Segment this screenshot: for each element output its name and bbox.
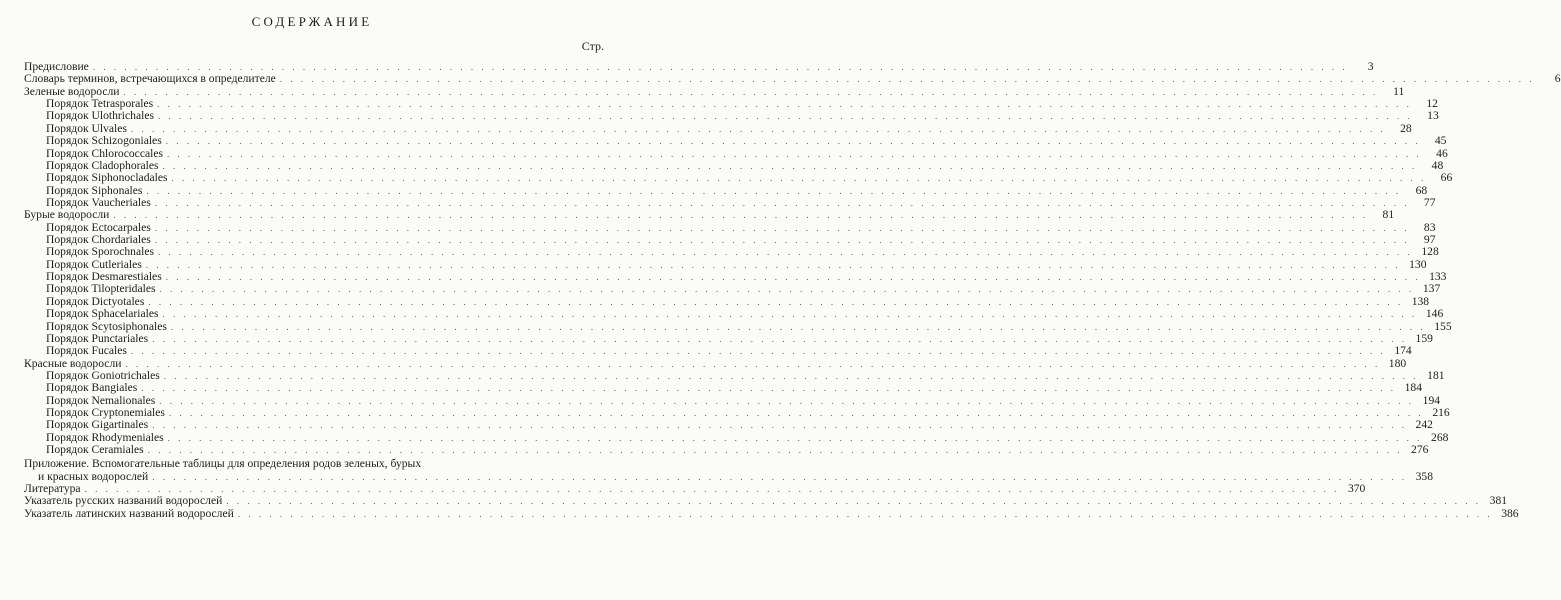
toc-entry-page: 68 — [1415, 183, 1428, 197]
toc-entry-label: Порядок Ectocarpales — [46, 220, 151, 234]
dot-leader: . . . . . . . . . . . . . . . . . . . . . . . . . . . . . . . . . . . . . . . . . . . . . . . . . . . . . . . . . . . . . . . . . . . . . . . . . . . . . . . . . . . . . . . . . . . . . . . . . . . . . . . . . . . . . . . . . . . . . . . . — [279, 74, 1535, 85]
toc-entry-page: 146 — [1425, 307, 1444, 321]
toc-entry-label: Словарь терминов, встречающихся в определителе — [24, 72, 276, 86]
toc-entry-label: Порядок Gigartinales — [46, 418, 149, 432]
toc-entry-page: 46 — [1436, 146, 1448, 160]
toc-entry — [24, 72, 1561, 86]
toc-entry — [24, 134, 1447, 148]
dot-leader: . . . . . . . . . . . . . . . . . . . . . . . . . . . . . . . . . . . . . . . . . . . . . . . . . . . . . . . . . . . . . . . . . . . . . . . . . . . . . . . . . . . . . . . . . . . . . . . . . . . . . . . . . . . . . . . . . . . . . . . . — [152, 420, 1407, 431]
toc-entry-page: 11 — [1393, 84, 1405, 98]
toc-entry-label: Зеленые водоросли — [24, 84, 120, 98]
dot-leader: . . . . . . . . . . . . . . . . . . . . . . . . . . . . . . . . . . . . . . . . . . . . . . . . . . . . . . . . . . . . . . . . . . . . . . . . . . . . . . . . . . . . . . . . . . . . . . . . . . . . . . . . . . . . . . . . . . . . . . . . — [165, 272, 1421, 283]
dot-leader: . . . . . . . . . . . . . . . . . . . . . . . . . . . . . . . . . . . . . . . . . . . . . . . . . . . . . . . . . . . . . . . . . . . . . . . . . . . . . . . . . . . . . . . . . . . . . . . . . . . . . . . . . . . . . . . . . . . . . . . . — [125, 358, 1381, 369]
toc-entry-page: 194 — [1422, 393, 1441, 407]
toc-entry — [24, 506, 1519, 520]
toc-entry-label: Предисловие — [24, 60, 89, 73]
toc-entry-page: 81 — [1382, 208, 1395, 222]
toc-entry-page: 181 — [1427, 368, 1445, 382]
toc-entry-page: 137 — [1422, 282, 1441, 296]
toc-entry-label: Порядок Cryptonemiales — [46, 406, 165, 420]
dot-leader: . . . . . . . . . . . . . . . . . . . . . . . . . . . . . . . . . . . . . . . . . . . . . . . . . . . . . . . . . . . . . . . . . . . . . . . . . . . . . . . . . . . . . . . . . . . . . . . . . . . . . . . . . . . . . . . . . . . . . . . . — [84, 483, 1340, 494]
toc-entry-page: 174 — [1394, 344, 1412, 358]
toc-entry-label: Порядок Dictyotales — [46, 294, 145, 308]
toc-entry-page: 83 — [1423, 220, 1436, 234]
dot-leader: . . . . . . . . . . . . . . . . . . . . . . . . . . . . . . . . . . . . . . . . . . . . . . . . . . . . . . . . . . . . . . . . . . . . . . . . . . . . . . . . . . . . . . . . . . . . . . . . . . . . . . . . . . . . . . . . . . . . . . . . — [159, 284, 1415, 295]
toc-entry-page: 276 — [1411, 443, 1429, 457]
dot-leader: . . . . . . . . . . . . . . . . . . . . . . . . . . . . . . . . . . . . . . . . . . . . . . . . . . . . . . . . . . . . . . . . . . . . . . . . . . . . . . . . . . . . . . . . . . . . . . . . . . . . . . . . . . . . . . . . . . . . . . . . — [162, 160, 1418, 171]
dot-leader: . . . . . . . . . . . . . . . . . . . . . . . . . . . . . . . . . . . . . . . . . . . . . . . . . . . . . . . . . . . . . . . . . . . . . . . . . . . . . . . . . . . . . . . . . . . . . . . . . . . . . . . . . . . . . . . . . . . . . . . . — [154, 197, 1410, 208]
table-of-contents — [24, 60, 1561, 520]
toc-entry-page: 180 — [1388, 356, 1407, 370]
toc-entry-label: Бурые водоросли — [24, 208, 110, 222]
toc-entry — [24, 245, 1439, 259]
dot-leader: . . . . . . . . . . . . . . . . . . . . . . . . . . . . . . . . . . . . . . . . . . . . . . . . . . . . . . . . . . . . . . . . . . . . . . . . . . . . . . . . . . . . . . . . . . . . . . . . . . . . . . . . . . . . . . . . . . . . . . . . — [167, 148, 1422, 159]
dot-leader: . . . . . . . . . . . . . . . . . . . . . . . . . . . . . . . . . . . . . . . . . . . . . . . . . . . . . . . . . . . . . . . . . . . . . . . . . . . . . . . . . . . . . . . . . . . . . . . . . . . . . . . . . . . . . . . . . . . . . . . . — [159, 395, 1415, 406]
dot-leader: . . . . . . . . . . . . . . . . . . . . . . . . . . . . . . . . . . . . . . . . . . . . . . . . . . . . . . . . . . . . . . . . . . . . . . . . . . . . . . . . . . . . . . . . . . . . . . . . . . . . . . . . . . . . . . . . . . . . . . . . — [170, 321, 1426, 332]
toc-entry-label: Порядок Tilopteridales — [46, 282, 156, 296]
toc-entry — [24, 443, 1429, 457]
toc-entry-label: Порядок Ulothrichales — [46, 109, 154, 123]
toc-entry-label: Порядок Sphacelariales — [46, 307, 159, 321]
toc-entry-page: 6 — [1554, 72, 1561, 86]
toc-entry-label: Порядок Cutleriales — [46, 257, 142, 271]
toc-entry-label: Порядок Cladophorales — [46, 158, 159, 172]
toc-entry-label: Порядок Chordariales — [46, 233, 151, 247]
toc-entry-page: 138 — [1411, 294, 1430, 308]
dot-leader: . . . . . . . . . . . . . . . . . . . . . . . . . . . . . . . . . . . . . . . . . . . . . . . . . . . . . . . . . . . . . . . . . . . . . . . . . . . . . . . . . . . . . . . . . . . . . . . . . . . . . . . . . . . . . . . . . . . . . . . . — [168, 408, 1424, 419]
dot-leader: . . . . . . . . . . . . . . . . . . . . . . . . . . . . . . . . . . . . . . . . . . . . . . . . . . . . . . . . . . . . . . . . . . . . . . . . . . . . . . . . . . . . . . . . . . . . . . . . . . . . . . . . . . . . . . . . . . . . . . . . — [146, 185, 1402, 196]
toc-entry — [24, 494, 1508, 508]
dot-leader: . . . . . . . . . . . . . . . . . . . . . . . . . . . . . . . . . . . . . . . . . . . . . . . . . . . . . . . . . . . . . . . . . . . . . . . . . . . . . . . . . . . . . . . . . . . . . . . . . . . . . . . . . . . . . . . . . . . . . . . . — [130, 123, 1386, 134]
toc-entry-page: 66 — [1440, 171, 1453, 185]
toc-entry — [24, 208, 1395, 222]
toc-entry — [24, 195, 1436, 209]
toc-entry — [24, 381, 1422, 395]
toc-entry-label: Порядок Tetrasporales — [46, 97, 154, 111]
dot-leader: . . . . . . . . . . . . . . . . . . . . . . . . . . . . . . . . . . . . . . . . . . . . . . . . . . . . . . . . . . . . . . . . . . . . . . . . . . . . . . . . . . . . . . . . . . . . . . . . . . . . . . . . . . . . . . . . . . . . . . . . — [147, 445, 1403, 456]
toc-entry-page: 268 — [1431, 430, 1449, 444]
toc-entry-label: Приложение. Вспомогательные таблицы для определения родов зеленых, бурых — [24, 456, 422, 470]
toc-entry — [24, 282, 1441, 296]
dot-leader: . . . . . . . . . . . . . . . . . . . . . . . . . . . . . . . . . . . . . . . . . . . . . . . . . . . . . . . . . . . . . . . . . . . . . . . . . . . . . . . . . . . . . . . . . . . . . . . . . . . . . . . . . . . . . . . . . . . . . . . . — [157, 99, 1412, 110]
dot-leader: . . . . . . . . . . . . . . . . . . . . . . . . . . . . . . . . . . . . . . . . . . . . . . . . . . . . . . . . . . . . . . . . . . . . . . . . . . . . . . . . . . . . . . . . . . . . . . . . . . . . . . . . . . . . . . . . . . . . . . . . — [237, 508, 1493, 519]
toc-entry-page: 358 — [1415, 469, 1433, 483]
toc-entry-page: 3 — [1367, 60, 1374, 73]
toc-entry-page: 48 — [1431, 158, 1444, 172]
dot-leader: . . . . . . . . . . . . . . . . . . . . . . . . . . . . . . . . . . . . . . . . . . . . . . . . . . . . . . . . . . . . . . . . . . . . . . . . . . . . . . . . . . . . . . . . . . . . . . . . . . . . . . . . . . . . . . . . . . . . . . . . — [113, 210, 1369, 221]
toc-entry-page: 130 — [1409, 257, 1427, 271]
toc-entry-label: Порядок Vaucheriales — [46, 195, 151, 209]
toc-entry-label: Порядок Goniotrichales — [46, 368, 160, 382]
toc-entry-label: Порядок Scytosiphonales — [46, 319, 167, 333]
toc-entry-page: 13 — [1427, 109, 1439, 123]
toc-entry-page: 28 — [1400, 121, 1412, 135]
toc-entry-label: Указатель русских названий водорослей — [24, 494, 223, 508]
dot-leader: . . . . . . . . . . . . . . . . . . . . . . . . . . . . . . . . . . . . . . . . . . . . . . . . . . . . . . . . . . . . . . . . . . . . . . . . . . . . . . . . . . . . . . . . . . . . . . . . . . . . . . . . . . . . . . . . . . . . . . . . — [141, 383, 1396, 394]
toc-entry — [24, 307, 1444, 321]
toc-entry-label: Порядок Nemalionales — [46, 393, 156, 407]
toc-entry-label: Порядок Siphonales — [46, 183, 143, 197]
dot-leader: . . . . . . . . . . . . . . . . . . . . . . . . . . . . . . . . . . . . . . . . . . . . . . . . . . . . . . . . . . . . . . . . . . . . . . . . . . . . . . . . . . . . . . . . . . . . . . . . . . . . . . . . . . . . . . . . . . . . . . . . — [145, 259, 1401, 270]
toc-entry — [24, 171, 1453, 185]
dot-leader: . . . . . . . . . . . . . . . . . . . . . . . . . . . . . . . . . . . . . . . . . . . . . . . . . . . . . . . . . . . . . . . . . . . . . . . . . . . . . . . . . . . . . . . . . . . . . . . . . . . . . . . . . . . . . . . . . . . . . . . . — [157, 111, 1413, 122]
dot-leader: . . . . . . . . . . . . . . . . . . . . . . . . . . . . . . . . . . . . . . . . . . . . . . . . . . . . . . . . . . . . . . . . . . . . . . . . . . . . . . . . . . . . . . . . . . . . . . . . . . . . . . . . . . . . . . . . . . . . . . . . — [162, 309, 1418, 320]
dot-leader: . . . . . . . . . . . . . . . . . . . . . . . . . . . . . . . . . . . . . . . . . . . . . . . . . . . . . . . . . . . . . . . . . . . . . . . . . . . . . . . . . . . . . . . . . . . . . . . . . . . . . . . . . . . . . . . . . . . . . . . . — [167, 432, 1423, 443]
dot-leader: . . . . . . . . . . . . . . . . . . . . . . . . . . . . . . . . . . . . . . . . . . . . . . . . . . . . . . . . . . . . . . . . . . . . . . . . . . . . . . . . . . . . . . . . . . . . . . . . . . . . . . . . . . . . . . . . . . . . . . . . — [152, 471, 1407, 482]
toc-entry-label: Порядок Ceramiales — [46, 443, 144, 457]
toc-entry-label: Литература — [24, 481, 81, 495]
toc-entry-label: Порядок Chlorococcales — [46, 146, 163, 160]
dot-leader: . . . . . . . . . . . . . . . . . . . . . . . . . . . . . . . . . . . . . . . . . . . . . . . . . . . . . . . . . . . . . . . . . . . . . . . . . . . . . . . . . . . . . . . . . . . . . . . . . . . . . . . . . . . . . . . . . . . . . . . . — [154, 222, 1410, 233]
toc-entry-label: Порядок Siphonocladales — [46, 171, 168, 185]
page-column-label: Стр. — [581, 39, 604, 53]
dot-leader: . . . . . . . . . . . . . . . . . . . . . . . . . . . . . . . . . . . . . . . . . . . . . . . . . . . . . . . . . . . . . . . . . . . . . . . . . . . . . . . . . . . . . . . . . . . . . . . . . . . . . . . . . . . . . . . . . . . . . . . . — [163, 370, 1419, 381]
toc-entry-label: Порядок Schizogoniales — [46, 134, 162, 148]
dot-leader: . . . . . . . . . . . . . . . . . . . . . . . . . . . . . . . . . . . . . . . . . . . . . . . . . . . . . . . . . . . . . . . . . . . . . . . . . . . . . . . . . . . . . . . . . . . . . . . . . . . . . . . . . . . . . . . . . . . . . . . . — [226, 496, 1482, 507]
toc-entry-label: Порядок Fucales — [46, 344, 127, 358]
toc-entry-page: 133 — [1429, 270, 1447, 284]
toc-entry-label: и красных водорослей — [38, 469, 149, 483]
toc-entry-label: Порядок Rhodymeniales — [46, 430, 164, 444]
dot-leader: . . . . . . . . . . . . . . . . . . . . . . . . . . . . . . . . . . . . . . . . . . . . . . . . . . . . . . . . . . . . . . . . . . . . . . . . . . . . . . . . . . . . . . . . . . . . . . . . . . . . . . . . . . . . . . . . . . . . . . . . — [171, 173, 1427, 184]
toc-entry — [24, 469, 1433, 483]
dot-leader: . . . . . . . . . . . . . . . . . . . . . . . . . . . . . . . . . . . . . . . . . . . . . . . . . . . . . . . . . . . . . . . . . . . . . . . . . . . . . . . . . . . . . . . . . . . . . . . . . . . . . . . . . . . . . . . . . . . . . . . . — [123, 86, 1379, 97]
dot-leader: . . . . . . . . . . . . . . . . . . . . . . . . . . . . . . . . . . . . . . . . . . . . . . . . . . . . . . . . . . . . . . . . . . . . . . . . . . . . . . . . . . . . . . . . . . . . . . . . . . . . . . . . . . . . . . . . . . . . . . . . — [148, 296, 1404, 307]
toc-entry — [24, 344, 1412, 358]
toc-entry-page: 12 — [1426, 97, 1438, 111]
dot-leader: . . . . . . . . . . . . . . . . . . . . . . . . . . . . . . . . . . . . . . . . . . . . . . . . . . . . . . . . . . . . . . . . . . . . . . . . . . . . . . . . . . . . . . . . . . . . . . . . . . . . . . . . . . . . . . . . . . . . . . . . — [130, 346, 1386, 357]
toc-entry-label: Порядок Desmarestiales — [46, 270, 162, 284]
toc-entry-page: 242 — [1415, 418, 1433, 432]
toc-entry — [24, 457, 602, 471]
toc-entry-page: 386 — [1501, 506, 1519, 520]
toc-entry-page: 216 — [1432, 406, 1450, 420]
dot-leader: . . . . . . . . . . . . . . . . . . . . . . . . . . . . . . . . . . . . . . . . . . . . . . . . . . . . . . . . . . . . . . . . . . . . . . . . . . . . . . . . . . . . . . . . . . . . . . . . . . . . . . . . . . . . . . . . . . . . . . . . — [154, 235, 1410, 246]
toc-entry-page: 159 — [1415, 331, 1433, 345]
dot-leader: . . . . . . . . . . . . . . . . . . . . . . . . . . . . . . . . . . . . . . . . . . . . . . . . . . . . . . . . . . . . . . . . . . . . . . . . . . . . . . . . . . . . . . . . . . . . . . . . . . . . . . . . . . . . . . . . . . . . . . . . — [165, 136, 1421, 147]
toc-entry-page: 97 — [1423, 233, 1436, 247]
toc-entry-label: Порядок Ulvales — [46, 121, 127, 135]
toc-entry-label: Порядок Punctariales — [46, 331, 149, 345]
toc-entry-page: 128 — [1421, 245, 1439, 259]
toc-entry-page: 45 — [1434, 134, 1447, 148]
dot-leader: . . . . . . . . . . . . . . . . . . . . . . . . . . . . . . . . . . . . . . . . . . . . . . . . . . . . . . . . . . . . . . . . . . . . . . . . . . . . . . . . . . . . . . . . . . . . . . . . . . . . . . . . . . . . . . . . . . . . . . . . — [92, 62, 1348, 72]
toc-entry-label: Порядок Sporochnales — [46, 245, 154, 259]
dot-leader: . . . . . . . . . . . . . . . . . . . . . . . . . . . . . . . . . . . . . . . . . . . . . . . . . . . . . . . . . . . . . . . . . . . . . . . . . . . . . . . . . . . . . . . . . . . . . . . . . . . . . . . . . . . . . . . . . . . . . . . . — [152, 333, 1407, 344]
page-title: СОДЕРЖАНИЕ — [251, 14, 373, 29]
toc-entry-page: 184 — [1404, 381, 1422, 395]
toc-entry-page: 155 — [1434, 319, 1452, 333]
dot-leader: . . . . . . . . . . . . . . . . . . . . . . . . . . . . . . . . . . . . . . . . . . . . . . . . . . . . . . . . . . . . . . . . . . . . . . . . . . . . . . . . . . . . . . . . . . . . . . . . . . . . . . . . . . . . . . . . . . . . . . . . — [158, 247, 1413, 258]
toc-entry-label: Порядок Bangiales — [46, 381, 138, 395]
toc-entry-label: Красные водоросли — [24, 356, 122, 370]
toc-entry-page: 381 — [1489, 494, 1508, 508]
toc-entry — [24, 109, 1439, 123]
toc-entry-label: Указатель латинских названий водорослей — [24, 506, 234, 520]
toc-entry-page: 77 — [1423, 195, 1436, 209]
toc-entry — [24, 418, 1433, 432]
toc-entry-page: 370 — [1347, 481, 1366, 495]
